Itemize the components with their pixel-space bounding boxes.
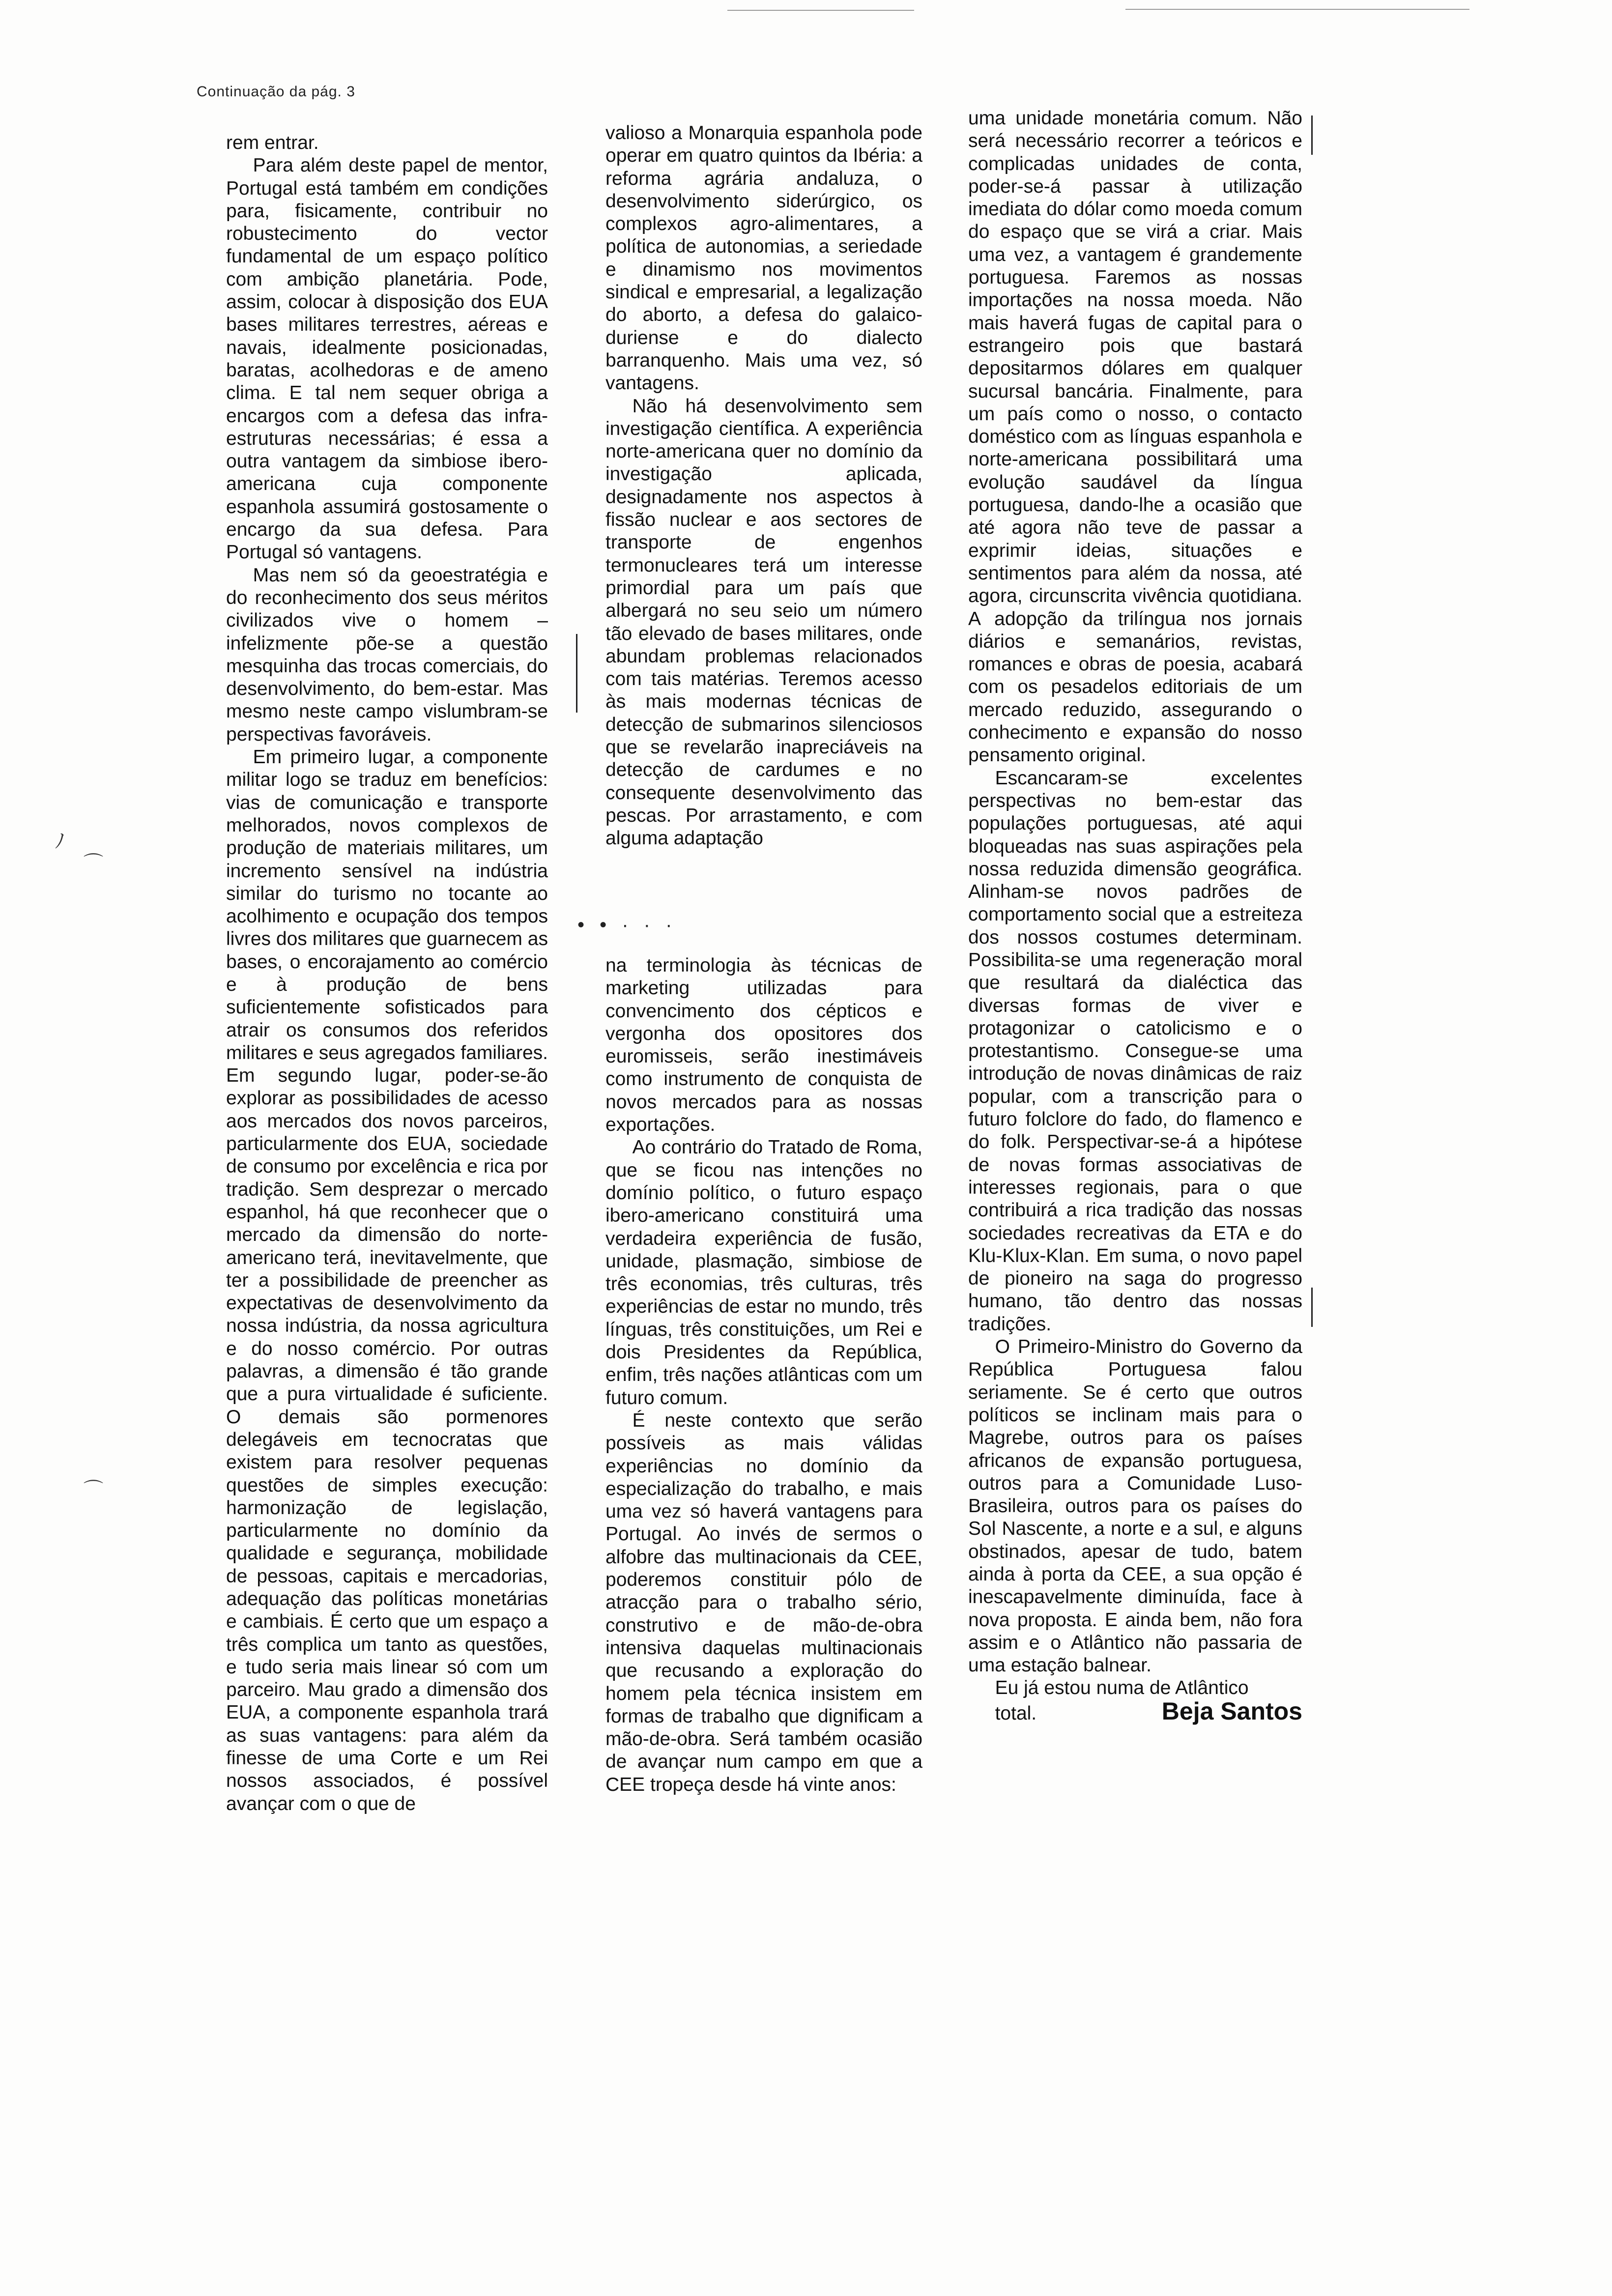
margin-mark-1: ﾉ bbox=[55, 831, 65, 852]
margin-mark-3: ⌒ bbox=[84, 1479, 103, 1501]
column-2-bottom bbox=[605, 954, 922, 1796]
signature-row bbox=[968, 1697, 1302, 1725]
margin-mark-2: ⌒ bbox=[84, 853, 103, 874]
author-signature: Beja Santos bbox=[1161, 1697, 1302, 1725]
column-break-marks: • • · · · bbox=[577, 914, 677, 936]
column-2-paragraph-3: na terminologia às técnicas de marketing utilizadas para convencimento dos cépticos e vergonha dos opositores dos euromisseis, serão inestimáveis como instrumento de conquista de novos mercados para as nossas exportações. bbox=[605, 955, 922, 1136]
column-1-paragraph-2: Para além deste papel de mentor, Portugal está também em condições para, fisicamente, contribuir no robustecimento do vector fundamental de um espaço político com ambição planetária. Pode, assim, colocar à disposição dos EUA bases militares terrestres, aéreas e navais, idealmente posicionadas, baratas, acolhedoras e de ameno clima. E tal nem sequer obriga a encargos com a defesa das infra-estruturas necessárias; é essa a outra vantagem da simbiose ibero-americana cuja componente espanhola assumirá gostosamente o encargo da sua defesa. Para Portugal só vantagens. bbox=[226, 155, 548, 563]
column-3-paragraph-2: Escancaram-se excelentes perspectivas no bem-estar das populações portuguesas, até aqui bloqueadas nas suas aspirações pela nossa reduzida dimensão geográfica. Alinham-se novos padrões de comportamento social que a estreiteza dos nossos costumes determinam. Possibilita-se uma regeneração moral que resultará da dialéctica das diversas formas de viver e protagonizar o catolicismo e o protestantismo. Consegue-se uma introdução de novas dinâmicas de raiz popular, com a transcrição para o futuro folclore do fado, do flamenco e do folk. Perspectivar-se-á a hipótese de novas formas associativas de interesses regionais, para o que contribuirá a rica tradição das nossas sociedades recreativas da ETA e do Klu-Klux-Klan. Em suma, o novo papel de pioneiro na saga do progresso humano, tão dentro das nossas tradições. bbox=[968, 767, 1302, 1335]
column-2-top bbox=[605, 122, 922, 850]
column-1 bbox=[226, 132, 548, 1815]
column-1-paragraph-3: Mas nem só da geoestratégia e do reconhecimento dos seus méritos civilizados vive o homem – infelizmente põe-se a questão mesquinha das trocas comerciais, do desenvolvimento, do bem-estar. Mas mesmo neste campo vislumbram-se perspectivas favoráveis. bbox=[226, 564, 548, 745]
column-3 bbox=[968, 107, 1302, 1725]
column-3-right-rule-bottom bbox=[1311, 1288, 1313, 1327]
column-2-paragraph-4: Ao contrário do Tratado de Roma, que se ficou nas intenções no domínio político, o futuro espaço ibero-americano constituirá uma verdadeira experiência de fusão, unidade, plasmação, simbiose de três economias, três culturas, três experiências de estar no mundo, três línguas, três constituições, um Rei e dois Presidentes da República, enfim, três nações atlânticas com um futuro comum. bbox=[605, 1137, 922, 1408]
closing-word: total. bbox=[995, 1702, 1037, 1724]
column-3-paragraph-3: O Primeiro-Ministro do Governo da República Portuguesa falou seriamente. Se é certo que outros políticos se inclinam mais para o Magrebe, outros para os países africanos de expansão portuguesa, outros para a Comunidade Luso-Brasileira, outros para os países do Sol Nascente, a norte e a sul, e alguns obstinados, apesar de tudo, batem ainda à porta da CEE, a sua opção é inescapavelmente diminuída, face à nova proposta. E ainda bem, não fora assim e o Atlântico não passaria de uma estação balnear. bbox=[968, 1336, 1302, 1676]
column-1-paragraph-4: Em primeiro lugar, a componente militar logo se traduz em benefícios: vias de comunicação e transporte melhorados, novos complexos de produção de materiais militares, um incremento sensível na indústria similar do turismo no tocante ao acolhimento e ocupação dos tempos livres dos militares que guarnecem as bases, o encorajamento ao comércio e à produção de bens suficientemente sofisticados para atrair os consumos dos referidos militares e seus agregados familiares. Em segundo lugar, poder-se-ão explorar as possibilidades de acesso aos mercados dos novos parceiros, particularmente dos EUA, sociedade de consumo por excelência e rica por tradição. Sem desprezar o mercado espanhol, há que reconhecer que o mercado da dimensão do norte-americano terá, inevitavelmente, que ter a possibilidade de preencher as expectativas de desenvolvimento da nossa indústria, da nossa agricultura e do nosso comércio. Por outras palavras, a dimensão é tão grande que a pura virtualidade é suficiente. O demais são pormenores delegáveis em tecnocratas que existem para resolver pequenas questões de simples execução: harmonização de legislação, particularmente no domínio da qualidade e segurança, mobilidade de pessoas, capitais e mercadorias, adequação das políticas monetárias e cambiais. É certo que um espaço a três complica um tanto as questões, e tudo seria mais linear só com um parceiro. Mau grado a dimensão dos EUA, a componente espanhola trará as suas vantagens: para além da finesse de uma Corte e um Rei nossos associados, é possível avançar com o que de bbox=[226, 746, 548, 1814]
column-2-paragraph-2: Não há desenvolvimento sem investigação científica. A experiência norte-americana quer no domínio da investigação aplicada, designadamente nos aspectos à fissão nuclear e aos sectores de transporte de engenhos termonucleares terá um interesse primordial para um país que albergará no seu seio um número tão elevado de bases militares, onde abundam problemas relacionados com tais matérias. Teremos acesso às mais modernas técnicas de detecção de submarinos silenciosos que se revelarão inapreciáveis na detecção de cardumes e no consequente desenvolvimento das pescas. Por arrastamento, e com alguma adaptação bbox=[605, 395, 922, 849]
column-3-paragraph-1: uma unidade monetária comum. Não será necessário recorrer a teóricos e complicadas unidades de conta, poder-se-á passar à utilização imediata do dólar como moeda comum do espaço que se virá a criar. Mais uma vez, a vantagem é grandemente portuguesa. Faremos as nossas importações na nossa moeda. Não mais haverá fugas de capital para o estrangeiro pois que bastará depositarmos dólares em qualquer sucursal bancária. Finalmente, para um país como o nosso, o contacto doméstico com as línguas espanhola e norte-americana possibilitará uma evolução saudável da língua portuguesa, dando-lhe a ocasião que até agora não teve de passar a exprimir ideias, situações e sentimentos para além da nossa, até agora, circunscrita vivência quotidiana. A adopção da trilíngua nos jornais diários e semanários, revistas, romances e obras de poesia, acabará com os pesadelos editoriais de um mercado reduzido, assegurando o conhecimento e expansão do nosso pensamento original. bbox=[968, 108, 1302, 766]
top-rule-right bbox=[1125, 9, 1469, 10]
column-2-paragraph-5: É neste contexto que serão possíveis as mais válidas experiências no domínio da especialização do trabalho, e mais uma vez só haverá vantagens para Portugal. Ao invés de sermos o alfobre das multinacionais da CEE, poderemos constituir pólo de atracção para o trabalho sério, construtivo e de mão-de-obra intensiva daquelas multinacionais que recusando a exploração do homem pela técnica insistem em formas de trabalho que dignificam a mão-de-obra. Será também ocasião de avançar num campo em que a CEE tropeça desde há vinte anos: bbox=[605, 1409, 922, 1795]
column-2-left-rule bbox=[576, 634, 577, 713]
top-rule-left bbox=[727, 10, 914, 11]
column-2-paragraph-1: valioso a Monarquia espanhola pode operar em quatro quintos da Ibéria: a reforma agrária andaluza, o desenvolvimento siderúrgico, os complexos agro-alimentares, a política de autonomias, a seriedade e dinamismo nos movimentos sindical e empresarial, a legalização do aborto, a defesa do galaico-duriense e do dialecto barranquenho. Mais uma vez, só vantagens. bbox=[605, 122, 922, 394]
column-3-right-rule-top bbox=[1311, 115, 1313, 155]
continuation-header: Continuação da pág. 3 bbox=[197, 84, 355, 100]
column-3-paragraph-4: Eu já estou numa de Atlântico bbox=[995, 1677, 1249, 1699]
column-1-paragraph-1: rem entrar. bbox=[226, 132, 319, 153]
